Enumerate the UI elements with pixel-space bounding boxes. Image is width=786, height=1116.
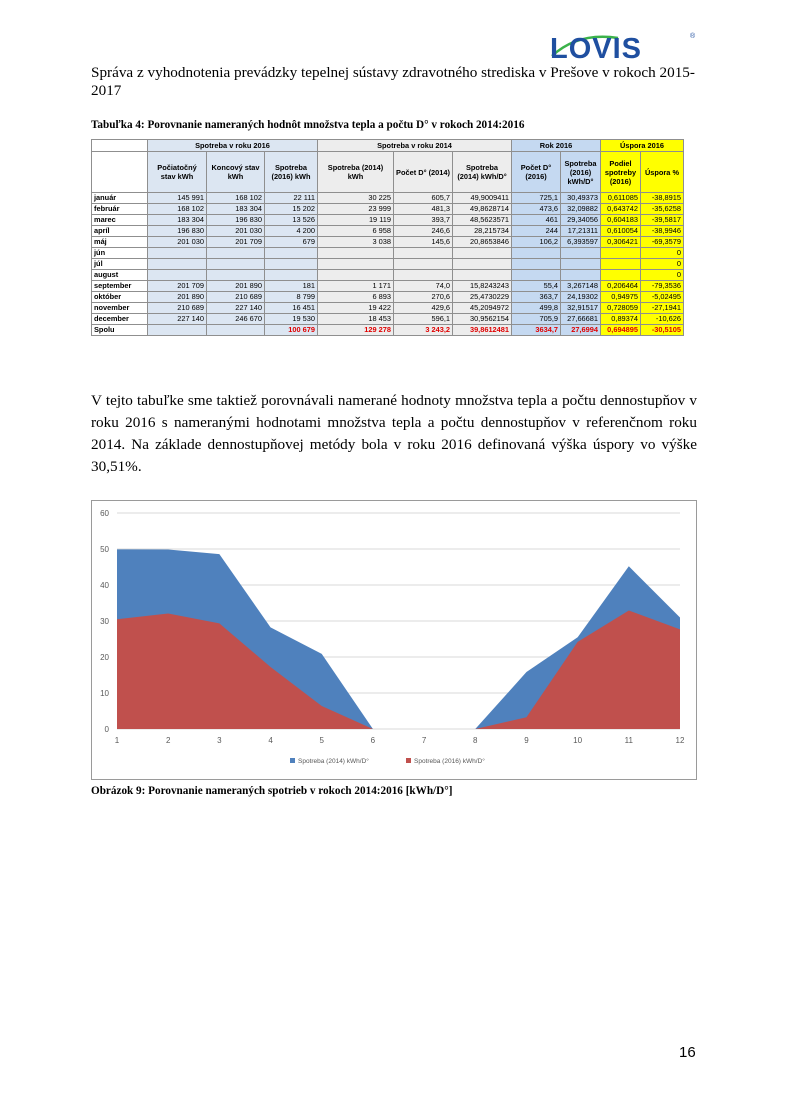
value-cell: 27,6994 (561, 325, 601, 336)
x-tick-label: 12 (675, 736, 685, 745)
value-cell: 27,66681 (561, 314, 601, 325)
value-cell: 0,610054 (601, 226, 641, 237)
value-cell: 25,4730229 (453, 292, 512, 303)
month-cell: jún (92, 248, 148, 259)
value-cell: 183 304 (148, 215, 207, 226)
value-cell: 129 278 (318, 325, 394, 336)
x-tick-label: 5 (319, 736, 324, 745)
value-cell: 0,206464 (601, 281, 641, 292)
value-cell (512, 270, 561, 281)
value-cell: 22 111 (265, 193, 318, 204)
month-cell: júl (92, 259, 148, 270)
group-2014: Spotreba v roku 2014 (318, 140, 512, 152)
value-cell (265, 259, 318, 270)
value-cell: 3 038 (318, 237, 394, 248)
value-cell: 210 689 (148, 303, 207, 314)
value-cell: 201 890 (207, 281, 265, 292)
value-cell: 3,267148 (561, 281, 601, 292)
value-cell: 393,7 (394, 215, 453, 226)
table-row (92, 215, 684, 226)
value-cell (148, 248, 207, 259)
value-cell: 145 991 (148, 193, 207, 204)
page-number: 16 (679, 1044, 696, 1061)
y-tick-label: 20 (100, 653, 109, 662)
table-row (92, 226, 684, 237)
value-cell: 168 102 (207, 193, 265, 204)
value-cell: 227 140 (207, 303, 265, 314)
value-cell: 429,6 (394, 303, 453, 314)
area-chart (92, 501, 696, 779)
table-row (92, 248, 684, 259)
value-cell (318, 248, 394, 259)
legend-swatch (406, 758, 411, 763)
value-cell: 168 102 (148, 204, 207, 215)
col-header: Spotreba (2014) kWh/D° (453, 152, 512, 193)
value-cell: 473,6 (512, 204, 561, 215)
value-cell: 0,604183 (601, 215, 641, 226)
value-cell (318, 270, 394, 281)
value-cell: 201 030 (207, 226, 265, 237)
col-header: Počet D° (2016) (512, 152, 561, 193)
value-cell: 4 200 (265, 226, 318, 237)
chart-container (91, 500, 697, 780)
legend-label: Spotreba (2016) kWh/D° (414, 758, 485, 765)
value-cell (512, 248, 561, 259)
col-header: Počet D° (2014) (394, 152, 453, 193)
x-tick-label: 1 (114, 736, 120, 745)
value-cell: -38,8915 (641, 193, 684, 204)
total-row (92, 325, 684, 336)
value-cell: 227 140 (148, 314, 207, 325)
value-cell: 605,7 (394, 193, 453, 204)
value-cell: 0 (641, 248, 684, 259)
month-cell: december (92, 314, 148, 325)
month-cell: Spolu (92, 325, 148, 336)
value-cell: 201 890 (148, 292, 207, 303)
value-cell (207, 270, 265, 281)
value-cell (148, 325, 207, 336)
value-cell: -79,3536 (641, 281, 684, 292)
value-cell: 49,8628714 (453, 204, 512, 215)
value-cell: 244 (512, 226, 561, 237)
value-cell: 6 958 (318, 226, 394, 237)
month-cell: september (92, 281, 148, 292)
value-cell: 106,2 (512, 237, 561, 248)
y-tick-label: 30 (100, 617, 109, 626)
value-cell: 0 (641, 259, 684, 270)
col-header: Koncový stav kWh (207, 152, 265, 193)
group-uspora: Úspora 2016 (601, 140, 684, 152)
table-caption: Tabuľka 4: Porovnanie nameraných hodnôt množstva tepla a počtu D° v rokoch 2014:2016 (91, 119, 525, 131)
x-tick-label: 11 (624, 736, 633, 745)
value-cell: 16 451 (265, 303, 318, 314)
figure-caption: Obrázok 9: Porovnanie nameraných spotrieb v rokoch 2014:2016 [kWh/D°] (91, 785, 453, 797)
col-header: Spotreba (2016) kWh (265, 152, 318, 193)
value-cell: 596,1 (394, 314, 453, 325)
value-cell: 3634,7 (512, 325, 561, 336)
value-cell: 30,9562154 (453, 314, 512, 325)
value-cell (453, 259, 512, 270)
y-tick-label: 10 (100, 689, 109, 698)
value-cell: 0,611085 (601, 193, 641, 204)
value-cell: -38,9946 (641, 226, 684, 237)
value-cell: 725,1 (512, 193, 561, 204)
value-cell: 183 304 (207, 204, 265, 215)
value-cell (207, 248, 265, 259)
group-rok-2016: Rok 2016 (512, 140, 601, 152)
legend-swatch (290, 758, 295, 763)
value-cell: -69,3579 (641, 237, 684, 248)
value-cell: 17,21311 (561, 226, 601, 237)
x-tick-label: 7 (421, 736, 427, 745)
table-row (92, 237, 684, 248)
value-cell (318, 259, 394, 270)
table-row (92, 204, 684, 215)
value-cell: 1 171 (318, 281, 394, 292)
col-header: Spotreba (2016) kWh/D° (561, 152, 601, 193)
value-cell: 8 799 (265, 292, 318, 303)
value-cell: 29,34056 (561, 215, 601, 226)
logo-registered: ® (690, 33, 696, 40)
value-cell (394, 259, 453, 270)
value-cell: 45,2094972 (453, 303, 512, 314)
table-row (92, 314, 684, 325)
table-row (92, 281, 684, 292)
value-cell (394, 270, 453, 281)
value-cell (394, 248, 453, 259)
value-cell: 0 (641, 270, 684, 281)
y-tick-label: 0 (104, 725, 109, 734)
value-cell: 246 670 (207, 314, 265, 325)
value-cell: 49,9009411 (453, 193, 512, 204)
value-cell: 19 530 (265, 314, 318, 325)
month-cell: november (92, 303, 148, 314)
value-cell: 15 202 (265, 204, 318, 215)
logo-text: LOVIS (550, 33, 643, 64)
value-cell: 6,393597 (561, 237, 601, 248)
x-tick-label: 10 (573, 736, 583, 745)
value-cell: 201 709 (148, 281, 207, 292)
month-cell: január (92, 193, 148, 204)
value-cell: 705,9 (512, 314, 561, 325)
month-cell: február (92, 204, 148, 215)
value-cell: 0,643742 (601, 204, 641, 215)
value-cell: 74,0 (394, 281, 453, 292)
value-cell: 55,4 (512, 281, 561, 292)
value-cell: 23 999 (318, 204, 394, 215)
value-cell: 32,91517 (561, 303, 601, 314)
table-row (92, 292, 684, 303)
month-cell: marec (92, 215, 148, 226)
value-cell: 0,306421 (601, 237, 641, 248)
col-header: Počiatočný stav kWh (148, 152, 207, 193)
value-cell: -39,5817 (641, 215, 684, 226)
value-cell: 28,215734 (453, 226, 512, 237)
value-cell (148, 259, 207, 270)
month-cell: máj (92, 237, 148, 248)
column-header-row (92, 152, 684, 193)
col-header: Podiel spotreby (2016) (601, 152, 641, 193)
value-cell (453, 248, 512, 259)
group-header-row (92, 140, 684, 152)
month-cell: október (92, 292, 148, 303)
value-cell: 19 119 (318, 215, 394, 226)
x-tick-label: 8 (473, 736, 478, 745)
value-cell: 0,89374 (601, 314, 641, 325)
value-cell: 210 689 (207, 292, 265, 303)
lovis-logo (548, 30, 698, 64)
value-cell: 0,694895 (601, 325, 641, 336)
value-cell: 18 453 (318, 314, 394, 325)
value-cell: -30,5105 (641, 325, 684, 336)
col-header: Spotreba (2014) kWh (318, 152, 394, 193)
value-cell: 19 422 (318, 303, 394, 314)
value-cell: 13 526 (265, 215, 318, 226)
value-cell (148, 270, 207, 281)
value-cell (265, 270, 318, 281)
value-cell (601, 248, 641, 259)
value-cell: 196 830 (207, 215, 265, 226)
value-cell: 181 (265, 281, 318, 292)
table-row (92, 303, 684, 314)
value-cell: 3 243,2 (394, 325, 453, 336)
corner-cell (92, 140, 148, 152)
value-cell: 145,6 (394, 237, 453, 248)
group-2016: Spotreba v roku 2016 (148, 140, 318, 152)
value-cell: 100 679 (265, 325, 318, 336)
value-cell: 201 709 (207, 237, 265, 248)
value-cell: 679 (265, 237, 318, 248)
value-cell (561, 248, 601, 259)
value-cell: 481,3 (394, 204, 453, 215)
y-tick-label: 50 (100, 545, 109, 554)
value-cell: 196 830 (148, 226, 207, 237)
table-row (92, 193, 684, 204)
header-title: Správa z vyhodnotenia prevádzky tepelnej sústavy zdravotného strediska v Prešove v rokoch 2015-2017 (91, 64, 695, 99)
value-cell: 39,8612481 (453, 325, 512, 336)
x-tick-label: 2 (165, 736, 171, 745)
value-cell: -27,1941 (641, 303, 684, 314)
y-tick-label: 40 (100, 581, 109, 590)
value-cell (207, 259, 265, 270)
value-cell: 24,19302 (561, 292, 601, 303)
value-cell: 20,8653846 (453, 237, 512, 248)
value-cell (453, 270, 512, 281)
value-cell (601, 270, 641, 281)
value-cell: 201 030 (148, 237, 207, 248)
value-cell (512, 259, 561, 270)
legend-label: Spotreba (2014) kWh/D° (298, 758, 369, 765)
value-cell: 0,94975 (601, 292, 641, 303)
value-cell: -5,02495 (641, 292, 684, 303)
value-cell: 15,8243243 (453, 281, 512, 292)
month-cell: august (92, 270, 148, 281)
value-cell: 6 893 (318, 292, 394, 303)
value-cell: 30,49373 (561, 193, 601, 204)
value-cell: 0,728059 (601, 303, 641, 314)
x-tick-label: 9 (524, 736, 529, 745)
value-cell (207, 325, 265, 336)
col-header: Úspora % (641, 152, 684, 193)
y-tick-label: 60 (100, 509, 109, 518)
month-cell: apríl (92, 226, 148, 237)
value-cell: 32,09882 (561, 204, 601, 215)
value-cell: -35,6258 (641, 204, 684, 215)
value-cell (265, 248, 318, 259)
value-cell: 499,8 (512, 303, 561, 314)
body-paragraph: V tejto tabuľke sme taktiež porovnávali namerané hodnoty množstva tepla a počtu dennostupňov v roku 2016 s nameranými hodnotami množstva tepla a počtu dennostupňov v referenčnom roku 2014. Na základe dennostupňovej metódy bola v roku 2016 definovaná výška úspory vo výške 30,51%. (91, 392, 697, 475)
table-row (92, 259, 684, 270)
corner-cell-2 (92, 152, 148, 193)
table-row (92, 270, 684, 281)
value-cell: 246,6 (394, 226, 453, 237)
data-table (91, 139, 684, 336)
value-cell: -10,626 (641, 314, 684, 325)
value-cell (561, 259, 601, 270)
x-tick-label: 6 (370, 736, 376, 745)
value-cell (601, 259, 641, 270)
value-cell: 30 225 (318, 193, 394, 204)
value-cell: 48,5623571 (453, 215, 512, 226)
value-cell: 270,6 (394, 292, 453, 303)
value-cell: 363,7 (512, 292, 561, 303)
value-cell (561, 270, 601, 281)
x-tick-label: 4 (268, 736, 273, 745)
value-cell: 461 (512, 215, 561, 226)
x-tick-label: 3 (217, 736, 222, 745)
